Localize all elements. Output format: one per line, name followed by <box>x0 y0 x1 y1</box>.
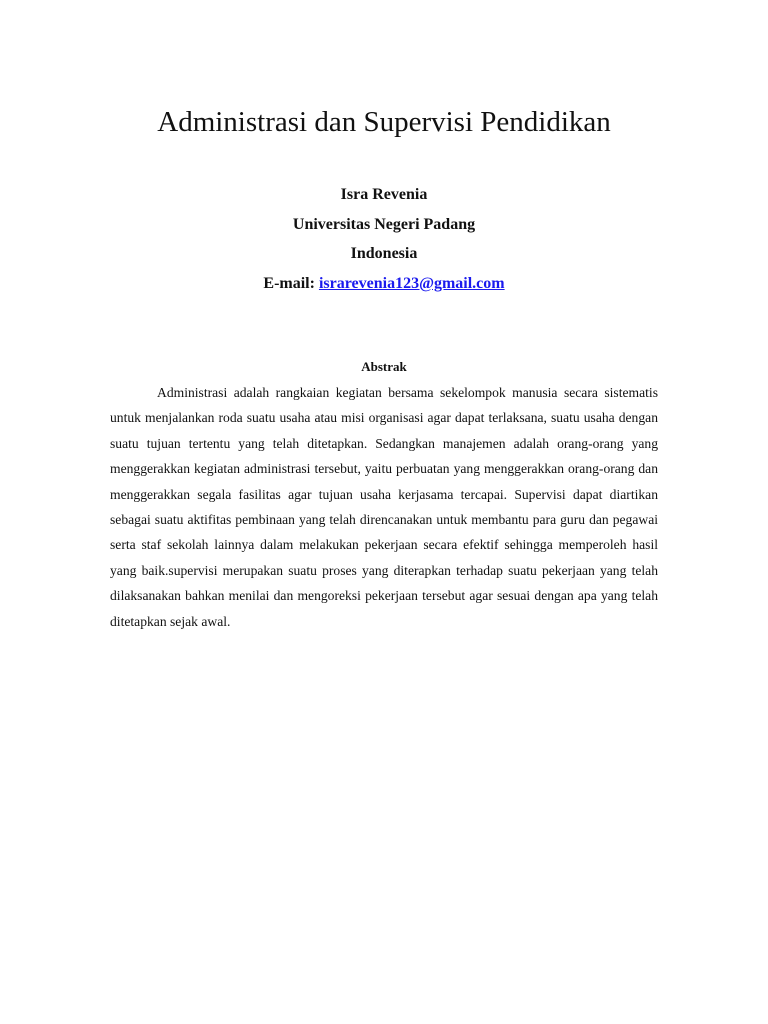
author-institution: Universitas Negeri Padang <box>292 215 476 233</box>
email-label: E-mail: <box>263 274 319 292</box>
document-title: Administrasi dan Supervisi Pendidikan <box>157 106 611 138</box>
author-name: Isra Revenia <box>340 186 428 203</box>
email-link[interactable]: israrevenia123@gmail.com <box>318 274 505 292</box>
abstract-heading: Abstrak <box>361 359 407 374</box>
abstract-body: Administrasi adalah rangkaian kegiatan bersama sekelompok manusia secara sistematis untuk menjalankan roda suatu usaha atau misi organisasi agar dapat terlaksana, suatu usaha dengan suatu tujuan tertentu yang telah ditetapkan. Sedangkan manajemen adalah orang-orang yang menggerakkan kegiatan administrasi tersebut, yaitu perbuatan yang menggerakkan orang-orang dan menggerakkan segala fasilitas agar tujuan usaha kerjasama tercapai. Supervisi dapat diartikan sebagai suatu aktifitas pembinaan yang telah direncanakan untuk membantu para guru dan pegawai serta staf sekolah lainnya dalam melakukan pekerjaan secara efektif sehingga memperoleh hasil yang baik.supervisi merupakan suatu proses yang diterapkan terhadap suatu pekerjaan yang telah dilaksanakan bahkan menilai dan mengoreksi pekerjaan tersebut agar sesuai dengan apa yang telah ditetapkan sejak awal. <box>110 385 658 629</box>
author-email-line <box>0 269 768 299</box>
author-country: Indonesia <box>350 245 418 262</box>
author-block <box>0 180 768 298</box>
